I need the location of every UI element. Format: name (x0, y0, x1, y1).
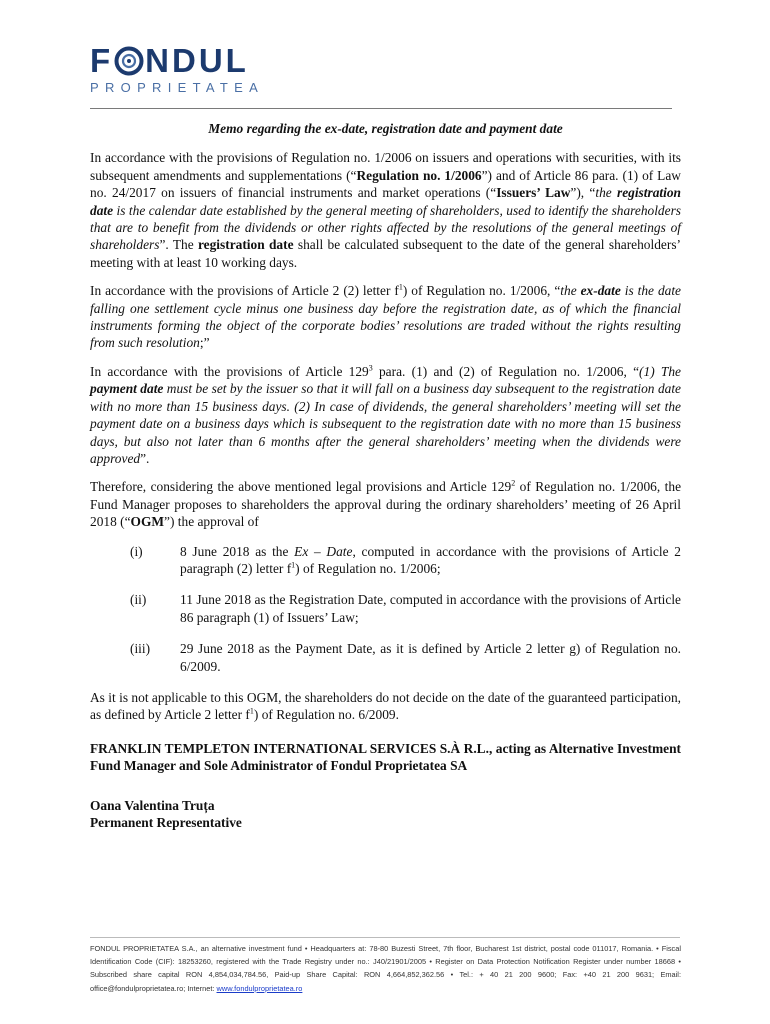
logo-subtitle: PROPRIETATEA (90, 80, 265, 95)
text: of Regulation no. 1/2006, the Fund Manager proposes to shareholders the approval during the ordinary shareholders’ meeting of 26 April 2018 (“ (90, 479, 682, 530)
list-item (90, 591, 681, 626)
text: ) of Regulation no. 1/2006; (295, 560, 441, 576)
superscript: 1 (398, 282, 403, 292)
text: para. (1) and (2) of Regulation no. 1/2006, “ (372, 363, 640, 379)
paragraph-ex-date (90, 282, 681, 352)
logo-emblem-icon (114, 46, 144, 76)
list-item-number: (i) (130, 543, 143, 559)
superscript: 1 (249, 706, 254, 716)
company-logo (90, 44, 350, 95)
text: ”. The (159, 237, 198, 253)
text: In accordance with the provisions of Article 129 (90, 363, 369, 379)
list-item (90, 543, 681, 578)
bold-italic-term: payment date (90, 381, 164, 397)
text: , computed in accordance with the provisions of Article 2 paragraph (2) letter f (180, 543, 681, 576)
italic-text: Ex – Date (294, 543, 353, 559)
text: ”), “ (570, 185, 596, 201)
text: 8 June 2018 as the (180, 543, 295, 559)
paragraph-guaranteed-participation (90, 689, 681, 724)
signatory-name: Oana Valentina Truța (90, 797, 215, 813)
bold-term: Issuers’ Law (496, 185, 571, 201)
memo-title: Memo regarding the ex-date, registration date and payment date (208, 121, 563, 136)
bold-term: registration date (197, 237, 294, 253)
footer-divider (90, 937, 680, 938)
italic-text: (1) The (639, 363, 681, 379)
text: In accordance with the provisions of Article 2 (2) letter f (90, 283, 399, 299)
website-link[interactable]: www.fondulproprietatea.ro (216, 983, 303, 993)
text: ”) the approval of (164, 514, 259, 530)
superscript: 3 (368, 363, 373, 373)
text: ”. (140, 450, 150, 466)
text: ;” (199, 335, 210, 351)
memo-body (90, 120, 681, 831)
list-item-number: (iii) (130, 641, 151, 657)
paragraph-proposal (90, 478, 681, 530)
bold-term: OGM (130, 514, 165, 530)
bold-italic-term: registration date (90, 185, 681, 218)
logo-text-end: NDUL (145, 42, 249, 79)
list-item-text: 29 June 2018 as the Payment Date, as it is defined by Article 2 letter g) of Regulation no. 6/2009. (180, 641, 681, 674)
superscript: 1 (291, 560, 296, 570)
list-item (90, 640, 681, 675)
footer-text: FONDUL PROPRIETATEA S.A., an alternative investment fund • Headquarters at: 78-80 Buzesti Street, 7th floor, Bucharest 1st district, postal code 011017, Romania. • Fiscal Identification Code (CIF): 18253260, registered with the Trade Registry under no.: J40/21901/2005 • Register on Data Protection Notification Register under number 18668 • Subscribed share capital RON 4,854,034,784.56, Paid-up Share Capital: RON 4,664,852,362.56 • Tel.: + 40 21 200 9600; Fax: +40 21 200 9631; Email: office@fondulproprietatea.ro; Internet: (90, 944, 681, 993)
list-item-text (180, 543, 681, 578)
superscript: 2 (511, 478, 516, 488)
list-item-number: (ii) (130, 592, 147, 608)
italic-text: is the date falling one settlement cycle minus one business day before the registration date, as of which the financial instruments forming the object of the corporate bodies’ resolutions are traded without the rights resulting from such resolution (90, 283, 682, 351)
logo-wordmark (90, 44, 350, 77)
text: Therefore, considering the above mentioned legal provisions and Article 129 (90, 479, 512, 495)
paragraph-payment-date (90, 363, 681, 467)
signatory-company: FRANKLIN TEMPLETON INTERNATIONAL SERVICES S.À R.L., acting as Alternative Investment Fund Manager and Sole Administrator of Fondul Proprietatea SA (90, 740, 681, 774)
text: shall be calculated subsequent to the date of the general shareholders’ meeting with at least 10 working days. (90, 237, 681, 270)
approval-list (90, 543, 681, 675)
logo-text-start: F (90, 42, 114, 79)
bold-italic-term: ex-date (580, 283, 621, 299)
list-item-text: 11 June 2018 as the Registration Date, computed in accordance with the provisions of Article 86 paragraph (1) of Issuers’ Law; (180, 592, 681, 625)
signatory-title: Permanent Representative (90, 815, 242, 830)
text: In accordance with the provisions of Regulation no. 1/2006 on issuers and operations with securities, with its subsequent amendments and supplementations (“ (90, 150, 681, 183)
text: ) of Regulation no. 6/2009. (253, 707, 399, 723)
text: ) of Regulation no. 1/2006, “ (402, 283, 561, 299)
italic-text: the (560, 283, 581, 299)
paragraph-registration-date (90, 149, 681, 271)
italic-text: is the calendar date established by the general meeting of shareholders, used to identify the shareholders that are to benefit from the dividends or other rights affected by the resolutions of the general meetings of shareholders (90, 202, 681, 253)
text: ”) and of Article 86 para. (1) of Law no. 24/2017 on issuers of financial instruments and market operations (“ (90, 167, 681, 201)
italic-text: must be set by the issuer so that it will fall on a business day subsequent to the registration date with no more than 15 business days. (2) In case of dividends, the general shareholders’ meeting will set the payment date on a business days which is subsequent to the registration date with no more than 15 business days, but also not later than 6 months after the general shareholders’ meeting when the dividends were approved (90, 381, 681, 466)
page-footer (90, 942, 681, 995)
header-divider (90, 108, 672, 109)
text: As it is not applicable to this OGM, the shareholders do not decide on the date of the guaranteed participation, as defined by Article 2 letter f (90, 689, 681, 723)
bold-term: Regulation no. 1/2006 (356, 167, 482, 183)
italic-text: the (595, 185, 617, 201)
